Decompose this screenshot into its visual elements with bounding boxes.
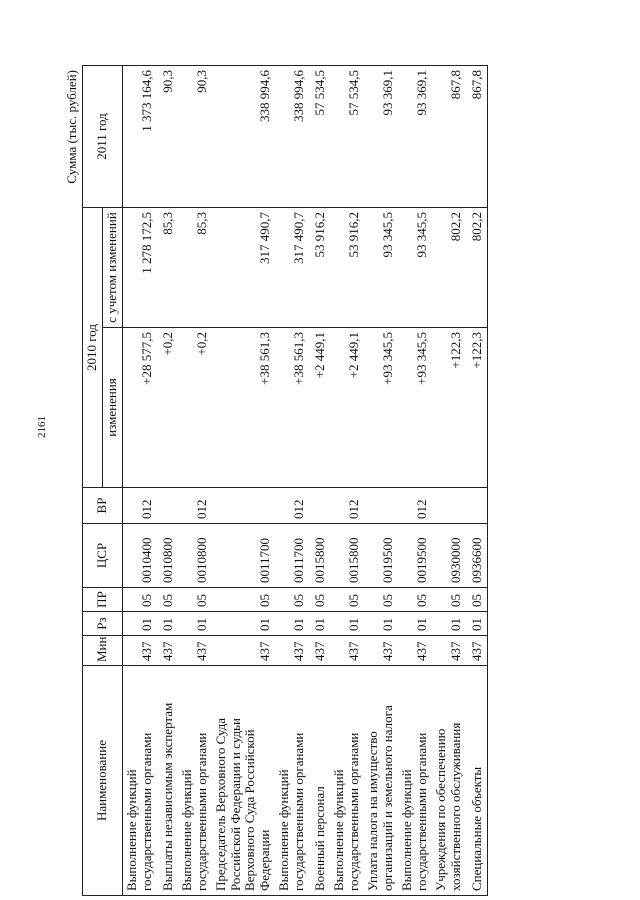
cell-vr xyxy=(466,488,487,524)
cell-min: 437 xyxy=(364,636,398,666)
cell-change: +93 345,5 xyxy=(398,328,432,488)
cell-min: 437 xyxy=(330,636,364,666)
cell-change: +122,3 xyxy=(432,328,466,488)
cell-name: Военный персонал xyxy=(309,666,330,896)
cell-rz: 01 xyxy=(364,612,398,636)
cell-vr: 012 xyxy=(122,488,156,524)
cell-rz: 01 xyxy=(330,612,364,636)
cell-min: 437 xyxy=(432,636,466,666)
cell-with-changes: 802,2 xyxy=(466,208,487,328)
units-caption: Сумма (тыс. рублей) xyxy=(64,70,79,184)
cell-pr: 05 xyxy=(178,588,212,612)
cell-change: +2 449,1 xyxy=(330,328,364,488)
header-year-2011: 2011 год xyxy=(83,66,123,208)
cell-vr xyxy=(212,488,276,524)
cell-with-changes: 802,2 xyxy=(432,208,466,328)
header-change: изменения xyxy=(102,328,122,488)
cell-csr: 0011700 xyxy=(275,524,309,588)
cell-pr: 05 xyxy=(432,588,466,612)
cell-name: Уплата налога на имущество организаций и земельного налога xyxy=(364,666,398,896)
table-row xyxy=(398,66,432,896)
table-row xyxy=(212,66,276,896)
cell-vr: 012 xyxy=(330,488,364,524)
cell-change: +0,2 xyxy=(157,328,178,488)
table-row xyxy=(122,66,156,896)
cell-change: +38 561,3 xyxy=(275,328,309,488)
table-row xyxy=(466,66,487,896)
cell-name: Председатель Верховного Суда Российской Федерации и судьи Верховного Суда Российской Федерации xyxy=(212,666,276,896)
cell-min: 437 xyxy=(178,636,212,666)
cell-2011: 867,8 xyxy=(432,66,466,208)
budget-table xyxy=(82,65,488,896)
cell-min: 437 xyxy=(212,636,276,666)
cell-csr: 0010400 xyxy=(122,524,156,588)
cell-csr: 0010800 xyxy=(157,524,178,588)
table-row xyxy=(364,66,398,896)
cell-rz: 01 xyxy=(309,612,330,636)
cell-pr: 05 xyxy=(212,588,276,612)
header-vr: ВР xyxy=(83,488,123,524)
cell-2011: 57 534,5 xyxy=(309,66,330,208)
cell-2011: 1 373 164,6 xyxy=(122,66,156,208)
cell-name: Специальные объекты xyxy=(466,666,487,896)
cell-csr: 0010800 xyxy=(178,524,212,588)
cell-2011: 338 994,6 xyxy=(275,66,309,208)
cell-with-changes: 85,3 xyxy=(157,208,178,328)
cell-csr: 0015800 xyxy=(330,524,364,588)
cell-name: Учреждения по обеспечению хозяйственного обслуживания xyxy=(432,666,466,896)
cell-name: Выполнение функций государственными органами xyxy=(122,666,156,896)
cell-2011: 338 994,6 xyxy=(212,66,276,208)
cell-min: 437 xyxy=(275,636,309,666)
cell-min: 437 xyxy=(122,636,156,666)
cell-vr: 012 xyxy=(275,488,309,524)
cell-change: +2 449,1 xyxy=(309,328,330,488)
cell-change: +38 561,3 xyxy=(212,328,276,488)
cell-change: +122,3 xyxy=(466,328,487,488)
cell-name: Выполнение функций государственными органами xyxy=(398,666,432,896)
cell-csr: 0019500 xyxy=(398,524,432,588)
header-pr: ПР xyxy=(83,588,123,612)
cell-rz: 01 xyxy=(466,612,487,636)
table-row xyxy=(432,66,466,896)
cell-2011: 93 369,1 xyxy=(364,66,398,208)
cell-vr xyxy=(157,488,178,524)
document-page xyxy=(58,66,628,896)
table-row xyxy=(178,66,212,896)
cell-name: Выполнение функций государственными органами xyxy=(275,666,309,896)
cell-csr: 0930000 xyxy=(432,524,466,588)
table-row xyxy=(157,66,178,896)
cell-pr: 05 xyxy=(398,588,432,612)
cell-with-changes: 53 916,2 xyxy=(330,208,364,328)
cell-2011: 90,3 xyxy=(178,66,212,208)
cell-name: Выполнение функций государственными органами xyxy=(330,666,364,896)
cell-pr: 05 xyxy=(330,588,364,612)
page-number: 2161 xyxy=(36,416,48,438)
cell-vr xyxy=(364,488,398,524)
cell-vr xyxy=(309,488,330,524)
cell-csr: 0015800 xyxy=(309,524,330,588)
cell-min: 437 xyxy=(398,636,432,666)
header-csr: ЦСР xyxy=(83,524,123,588)
cell-2011: 867,8 xyxy=(466,66,487,208)
cell-change: +28 577,5 xyxy=(122,328,156,488)
table-row xyxy=(275,66,309,896)
cell-with-changes: 317 490,7 xyxy=(275,208,309,328)
cell-min: 437 xyxy=(157,636,178,666)
header-rz: Рз xyxy=(83,612,123,636)
header-year-2010: 2010 год xyxy=(83,208,103,488)
cell-with-changes: 1 278 172,5 xyxy=(122,208,156,328)
cell-with-changes: 53 916,2 xyxy=(309,208,330,328)
table-row xyxy=(309,66,330,896)
table-body xyxy=(122,66,487,896)
cell-pr: 05 xyxy=(364,588,398,612)
cell-2011: 90,3 xyxy=(157,66,178,208)
cell-min: 437 xyxy=(466,636,487,666)
cell-with-changes: 93 345,5 xyxy=(364,208,398,328)
cell-vr: 012 xyxy=(178,488,212,524)
cell-min: 437 xyxy=(309,636,330,666)
header-name: Наименование xyxy=(83,666,123,896)
header-min: Мин xyxy=(83,636,123,666)
cell-vr: 012 xyxy=(398,488,432,524)
cell-rz: 01 xyxy=(398,612,432,636)
cell-change: +0,2 xyxy=(178,328,212,488)
cell-change: +93 345,5 xyxy=(364,328,398,488)
cell-pr: 05 xyxy=(157,588,178,612)
cell-vr xyxy=(432,488,466,524)
cell-2011: 93 369,1 xyxy=(398,66,432,208)
cell-pr: 05 xyxy=(466,588,487,612)
cell-2011: 57 534,5 xyxy=(330,66,364,208)
cell-rz: 01 xyxy=(212,612,276,636)
cell-pr: 05 xyxy=(309,588,330,612)
cell-name: Выплаты независимым экспертам xyxy=(157,666,178,896)
cell-with-changes: 317 490,7 xyxy=(212,208,276,328)
cell-rz: 01 xyxy=(178,612,212,636)
cell-with-changes: 85,3 xyxy=(178,208,212,328)
cell-rz: 01 xyxy=(432,612,466,636)
header-with-changes: с учетом изменений xyxy=(102,208,122,328)
cell-csr: 0019500 xyxy=(364,524,398,588)
cell-with-changes: 93 345,5 xyxy=(398,208,432,328)
cell-csr: 0936600 xyxy=(466,524,487,588)
table-row xyxy=(330,66,364,896)
table-header xyxy=(83,66,123,896)
cell-pr: 05 xyxy=(122,588,156,612)
cell-name: Выполнение функций государственными органами xyxy=(178,666,212,896)
cell-rz: 01 xyxy=(157,612,178,636)
cell-rz: 01 xyxy=(275,612,309,636)
cell-pr: 05 xyxy=(275,588,309,612)
cell-rz: 01 xyxy=(122,612,156,636)
cell-csr: 0011700 xyxy=(212,524,276,588)
